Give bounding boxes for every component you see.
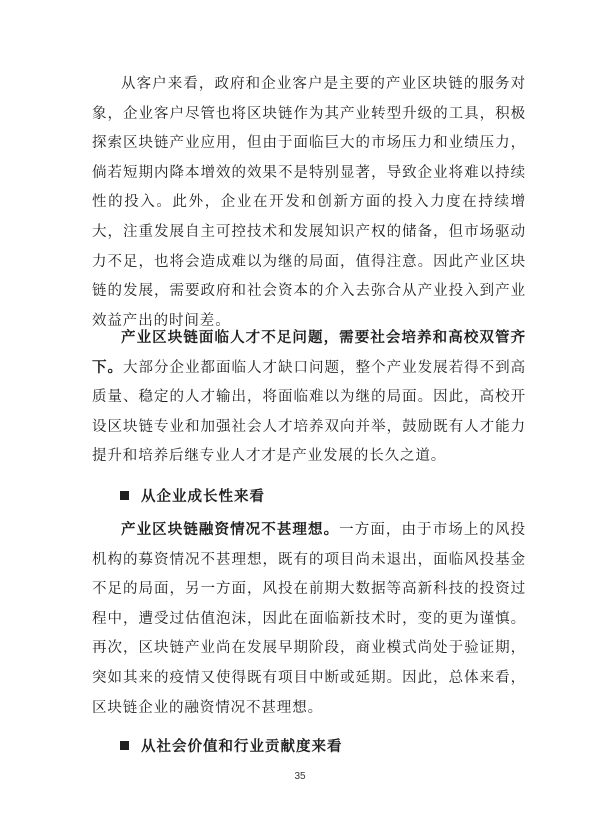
section-heading-social-value [120, 737, 343, 757]
paragraph-lead: 产业区块链面临人才不足问题，需要社会培养和高校双管齐下。 [92, 330, 526, 376]
square-bullet-icon [120, 491, 129, 500]
paragraph-talent-shortage [92, 324, 526, 472]
heading-text: 从社会价值和行业贡献度来看 [141, 739, 343, 755]
paragraph-body: 从客户来看，政府和企业客户是主要的产业区块链的服务对象，企业客户尽管也将区块链作为其产业转型升级的工具，积极探索区块链产业应用，但由于面临巨大的市场压力和业绩压力，倘若短期内降本增效的效果不是特别显著，导致企业将难以持续性的投入。此外，企业在开发和创新方面的投入力度在持续增大，注重发展自主可控技术和发展知识产权的储备，但市场驱动力不足，也将会造成难以为继的局面，值得注意。因此产业区块链的发展，需要政府和社会资本的介入去弥合从产业投入到产业效益产出的时间差。 [92, 76, 526, 329]
paragraph-body: 一方面，由于市场上的风投机构的募资情况不甚理想，既有的项目尚未退出，面临风投基金不足的局面，另一方面，风投在前期大数据等高新科技的投资过程中，遭受过估值泡沫，因此在面临新技术时，变的更为谨慎。再次，区块链产业尚在发展早期阶段，商业模式尚处于验证期，突如其来的疫情又使得既有项目中断或延期。因此，总体来看，区块链企业的融资情况不甚理想。 [92, 522, 526, 716]
paragraph-body: 大部分企业都面临人才缺口问题，整个产业发展若得不到高质量、稳定的人才输出，将面临难以为继的局面。因此，高校开设区块链专业和加强社会人才培养双向并举，鼓励既有人才能力提升和培养后继专业人才才是产业发展的长久之道。 [92, 359, 526, 465]
section-heading-enterprise-growth [120, 487, 265, 507]
paragraph-lead: 产业区块链融资情况不甚理想。 [121, 522, 340, 538]
paragraph-customer-analysis [92, 70, 526, 336]
heading-text: 从企业成长性来看 [141, 489, 265, 505]
paragraph-financing [92, 516, 526, 723]
square-bullet-icon [120, 741, 129, 750]
page-number: 35 [294, 771, 306, 782]
